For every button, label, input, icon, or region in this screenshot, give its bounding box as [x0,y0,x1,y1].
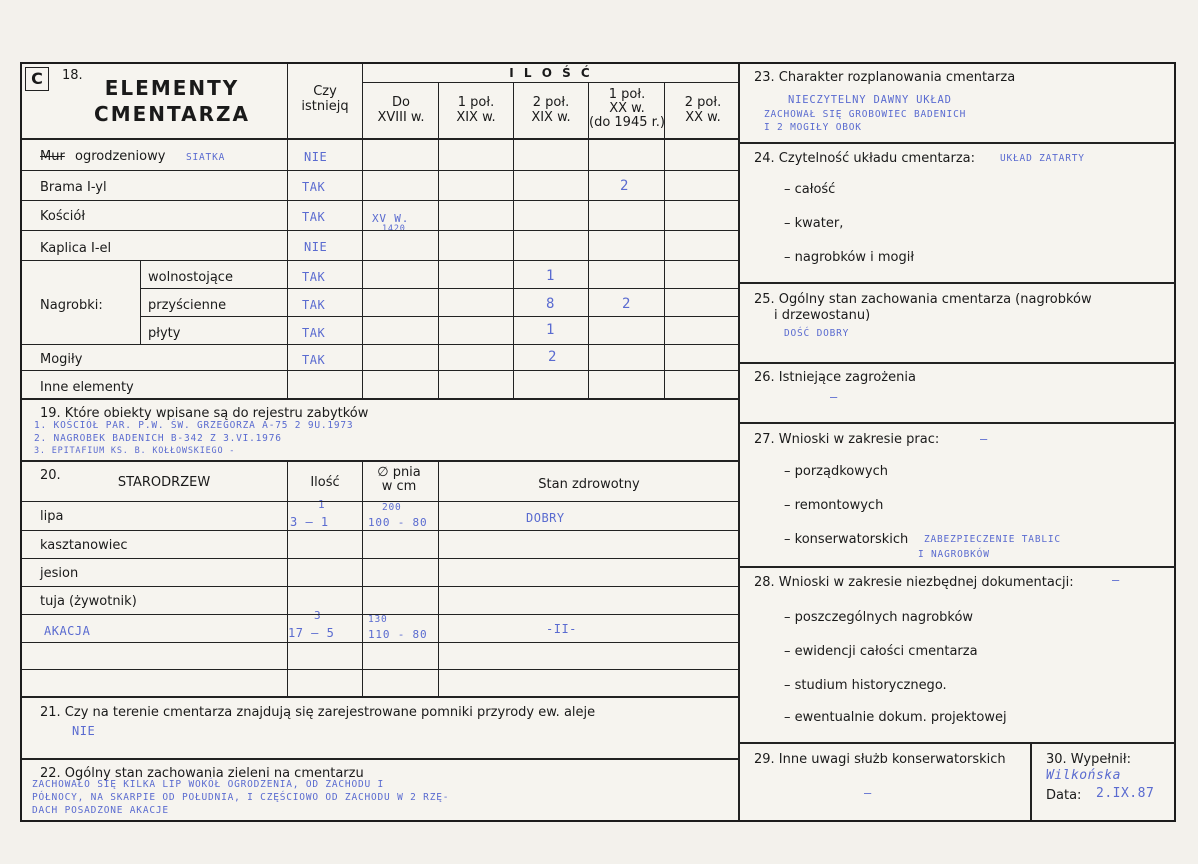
s23-line-3: I 2 MOGIŁY OBOK [764,122,862,133]
cell-ilosc: 3 — 1 [290,515,329,529]
s27-dash: – [980,432,988,446]
s28-dash: — [1112,573,1120,587]
row-kaplica: Kaplica I-el [40,241,112,256]
grid-line [588,82,589,398]
col-2pol-xix: 2 poł. XIX w. [531,95,571,125]
col-czy-istnieje: Czy istniejq [301,84,349,114]
s27-item-porzadkowych: – porządkowych [784,464,888,479]
grid-line [287,460,288,696]
main-divider [738,64,740,820]
nagrobki-group-label: Nagrobki: [40,298,103,313]
s30-data-value: 2.IX.87 [1096,786,1155,801]
s19-line-3: 3. EPITAFIUM KS. B. KOŁŁOWSKIEGO - [34,446,236,456]
struck-word: Mur [40,149,65,164]
grid-line [22,642,738,643]
s18-title-line2: CMENTARZA [94,102,250,126]
s27-question: 27. Wnioski w zakresie prac: [754,432,940,447]
row-plyty: płyty [148,326,181,341]
grid-line [738,566,1176,568]
s19-line-1: 1. KOŚCIÓŁ PAR. P.W. ŚW. GRZEGORZA A-75 2 9U.1973 [34,420,354,431]
grid-line [362,64,363,398]
grid-line [22,230,738,231]
s20-col-pnia: ∅ pnia w cm [377,465,421,494]
s22-line-2: PÓŁNOCY, NA SKARPIE OD POŁUDNIA, I CZĘŚCIOWO OD ZACHODU W 2 RZĘ- [32,792,450,803]
grid-line [362,460,363,696]
s25-question-line1: 25. Ogólny stan zachowania cmentarza (nagrobków [754,292,1092,307]
grid-line [22,260,738,261]
grid-line [738,362,1176,364]
cell-pnia: 100 - 80 [368,516,428,529]
s24-answer: UKŁAD ZATARTY [1000,153,1085,164]
row-akacja: AKACJA [44,624,91,638]
cell-czy: TAK [302,353,326,367]
s20-col-stan: Stan zdrowotny [538,477,640,492]
s23-line-2: ZACHOWAŁ SIĘ GROBOWIEC BADENICH [764,109,967,120]
s22-line-3: DACH POSADZONE AKACJE [32,805,169,816]
grid-line [362,82,738,83]
grid-line [140,316,738,317]
cell-czy: TAK [302,210,326,224]
row-tuja: tuja (żywotnik) [40,594,137,609]
s25-answer: DOŚĆ DOBRY [784,328,850,339]
grid-line [22,501,738,502]
row-inne: Inne elementy [40,380,134,395]
grid-line [738,142,1176,144]
grid-line [22,758,738,760]
s20-col-ilosc: Ilość [310,475,340,490]
s25-question-line2: i drzewostanu) [774,308,871,323]
grid-line [438,460,439,696]
row-kasztanowiec: kasztanowiec [40,538,128,553]
cell-2pol-xix: 2 [548,349,557,365]
s19-question: 19. Które obiekty wpisane są do rejestru zabytków [40,406,369,421]
row-kosciol: Kościół [40,209,86,224]
grid-line [22,138,738,140]
grid-line [22,344,738,345]
row-wolnostojace: wolnostojące [148,270,233,285]
grid-line [22,370,738,371]
s19-line-2: 2. NAGROBEK BADENICH B-342 Z 3.VI.1976 [34,433,282,444]
grid-line [513,82,514,398]
s30-label: 30. Wypełnił: [1046,752,1131,767]
s18-title-line1: ELEMENTY [104,76,240,100]
cell-czy: NIE [304,240,328,254]
grid-line [664,82,665,398]
row-mogily: Mogiły [40,352,83,367]
grid-line [140,260,141,344]
s26-answer: — [830,390,838,404]
cell-pnia-top: 200 [382,502,402,513]
grid-line [22,586,738,587]
grid-line [140,288,738,289]
cell-do-xviii: XV W. [372,212,410,225]
s21-answer: NIE [72,724,96,738]
cell-czy: TAK [302,298,326,312]
grid-line [22,170,738,171]
s27-answer-line2: I NAGROBKÓW [918,549,990,560]
s26-question: 26. Istniejące zagrożenia [754,370,916,385]
s28-item-3: – studium historycznego. [784,678,947,693]
grid-line [22,460,738,462]
grid-line [22,530,738,531]
s28-item-4: – ewentualnie dokum. projektowej [784,710,1007,725]
cell-stan: -II- [546,622,577,636]
grid-line [22,558,738,559]
s20-title: STARODRZEW [117,475,211,490]
grid-line [287,64,288,398]
row-przyscienne: przyścienne [148,298,227,313]
grid-line [22,614,738,615]
s22-line-1: ZACHOWAŁO SIĘ KILKA LIP WOKÓŁ OGRODZENIA, OD ZACHODU I [32,779,385,790]
cell-pnia: 110 - 80 [368,628,428,641]
cell-czy: TAK [302,180,326,194]
form-letter-box: C [25,67,49,91]
s24-question: 24. Czytelność układu cmentarza: [754,151,976,166]
grid-line [22,669,738,670]
grid-line [22,398,738,400]
cell-2pol-xix: 1 [546,322,555,338]
cell-stan: DOBRY [526,511,565,525]
signature: Wilkońska [1046,768,1121,783]
cell-czy: NIE [304,150,328,164]
cell-2pol-xix: 8 [546,296,555,312]
s28-question: 28. Wnioski w zakresie niezbędnej dokumentacji: [754,575,1074,590]
s27-answer-line1: ZABEZPIECZENIE TABLIC [924,534,1061,545]
s24-item-calosc: – całość [784,182,836,197]
col-ilosc: I L O Ś Ć [509,66,593,80]
row-brama: Brama I-yl [40,180,107,195]
s29-question: 29. Inne uwagi służb konserwatorskich [754,752,1006,767]
grid-line [738,422,1176,424]
s20-number: 20. [40,468,61,483]
cell-ilosc-top: 1 [318,498,326,511]
s22-question: 22. Ogólny stan zachowania zieleni na cmentarzu [40,766,364,781]
row-jesion: jesion [40,566,79,581]
row-label: ogrodzeniowy [75,149,166,164]
hw-label: SIATKA [186,152,226,163]
grid-line [22,696,738,698]
inventory-card [20,62,1176,822]
grid-line [738,742,1176,744]
cell-do-xviii-year: 1420 [382,224,406,234]
s28-item-2: – ewidencji całości cmentarza [784,644,978,659]
grid-line [22,200,738,201]
cell-ilosc-top: 3 [314,609,322,622]
s30-data-label: Data: [1046,788,1082,803]
cell-pnia-top: 130 [368,614,388,625]
s27-item-konserwatorskich: – konserwatorskich [784,532,909,547]
s27-item-remontowych: – remontowych [784,498,884,513]
s21-question: 21. Czy na terenie cmentarza znajdują się zarejestrowane pomniki przyrody ew. aleje [40,705,596,720]
s24-item-nagrobkow: – nagrobków i mogił [784,250,915,265]
grid-line [438,82,439,398]
row-lipa: lipa [40,509,64,524]
cell-czy: TAK [302,270,326,284]
col-1pol-xix: 1 poł. XIX w. [456,95,496,125]
s18-number: 18. [62,68,83,83]
col-do-xviii: Do XVIII w. [377,95,425,125]
s24-item-kwater: – kwater, [784,216,844,231]
cell-1pol-xx: 2 [620,178,629,194]
cell-1pol-xx: 2 [622,296,631,312]
s28-item-1: – poszczególnych nagrobków [784,610,974,625]
cell-2pol-xix: 1 [546,268,555,284]
cell-ilosc: 17 — 5 [288,626,335,640]
s23-question: 23. Charakter rozplanowania cmentarza [754,70,1016,85]
s29-answer: — [864,786,872,800]
s23-line-1: NIECZYTELNY DAWNY UKŁAD [788,94,952,106]
grid-line [1030,742,1032,820]
cell-czy: TAK [302,326,326,340]
grid-line [738,282,1176,284]
col-1pol-xx: 1 poł. XX w. (do 1945 r.) [589,87,665,130]
col-2pol-xx: 2 poł. XX w. [684,95,722,125]
